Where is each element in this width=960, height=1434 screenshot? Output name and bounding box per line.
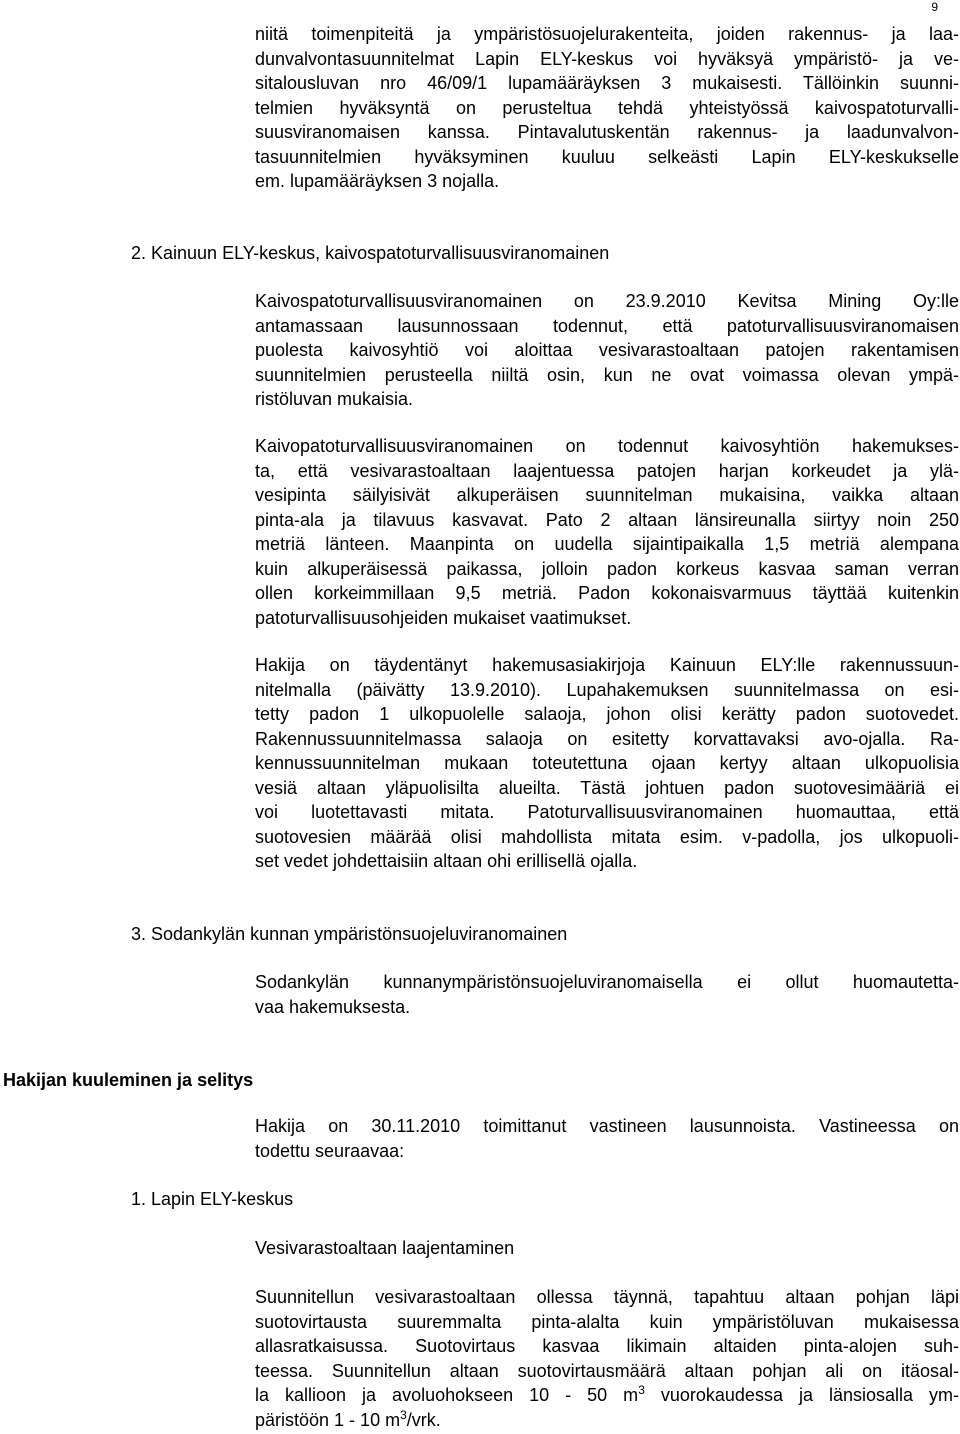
text-line: antamassaan lausunnossaan todennut, että patoturvallisuusviranomaisen — [255, 315, 959, 336]
text-line: vesiä altaan yläpuolisilta alueilta. Tästä johtuen padon suotovesimääriä ei — [255, 777, 959, 798]
section-2-paragraph-1 — [255, 289, 959, 412]
text-line: metriä länteen. Maanpinta on uudella sijaintipaikalla 1,5 metriä alempana — [255, 534, 959, 554]
text-line: Hakija on 30.11.2010 toimittanut vastineen lausunnoista. Vastineessa on — [255, 1116, 959, 1136]
text-line: Hakija on täydentänyt hakemusasiakirjoja Kainuun ELY:lle rakennussuun- — [255, 655, 959, 675]
page-number: 9 — [931, 0, 938, 14]
section-3-paragraph — [255, 970, 959, 1019]
text-line: todettu seuraavaa: — [255, 1140, 405, 1161]
superscript: 3 — [400, 1407, 407, 1422]
text-line-last — [255, 1408, 959, 1433]
text-line-m3 — [255, 1383, 959, 1408]
text-line: em. lupamääräyksen 3 nojalla. — [255, 171, 500, 191]
text-line: niitä toimenpiteitä ja ympäristösuojelurakenteita, joiden rakennus- ja laa- — [255, 24, 959, 44]
hearing-section-title: Hakijan kuuleminen ja selitys — [3, 1070, 254, 1090]
text-line: tasuunnitelmien hyväksyminen kuuluu selkeästi Lapin ELY-keskukselle — [255, 146, 959, 167]
hearing-paragraph — [255, 1285, 959, 1432]
text-line: kennussuunnitelman mukaan toteutettuna ojaan kertyy altaan ulkopuolisia — [255, 753, 959, 773]
text-line: sitalousluvan nro 46/09/1 lupamääräyksen 3 mukaisesti. Tällöinkin suunni- — [255, 73, 959, 93]
section-2-paragraph-2 — [255, 434, 959, 630]
superscript: 3 — [638, 1383, 645, 1397]
hearing-sub-label: 1. Lapin ELY-keskus — [131, 1189, 294, 1209]
text-line: ollen korkeimmillaan 9,5 metriä. Padon kokonaisvarmuus täyttää kuitenkin — [255, 583, 959, 603]
section-2-heading: 2. Kainuun ELY-keskus, kaivospatoturvallisuusviranomainen — [131, 243, 610, 263]
text-line: allasratkaisussa. Suotovirtaus kasvaa likimain altaiden pinta-alojen suh- — [255, 1336, 959, 1356]
text-line: teessa. Suunnitellun altaan suotovirtausmäärä altaan pohjan ali on itäosal- — [255, 1360, 959, 1381]
text-line: suotovesien määrää olisi mahdollista mitata esim. v-padolla, jos ulkopuoli- — [255, 826, 959, 847]
text-line: voi luotettavasti mitata. Patoturvallisuusviranomainen huomauttaa, että — [255, 802, 959, 822]
section-3-heading: 3. Sodankylän kunnan ympäristönsuojeluviranomainen — [131, 924, 568, 944]
text-line: Suunnitellun vesivarastoaltaan ollessa täynnä, tapahtuu altaan pohjan läpi — [255, 1287, 959, 1307]
text-line: dunvalvontasuunnitelmat Lapin ELY-keskus voi hyväksyä ympäristö- ja ve- — [255, 48, 959, 69]
text-line: Rakennussuunnitelmassa salaoja on esitetty korvattavaksi avo-ojalla. Ra- — [255, 728, 959, 749]
text-line: vesipinta säilyisivät alkuperäisen suunnitelman mukaisina, vaikka altaan — [255, 485, 959, 505]
hearing-subheading — [255, 1236, 959, 1261]
text-line: Kaivospatoturvallisuusviranomainen on 23.9.2010 Kevitsa Mining Oy:lle — [255, 291, 959, 311]
text-line: pinta-ala ja tilavuus kasvavat. Pato 2 altaan länsireunalla siirtyy noin 250 — [255, 509, 959, 530]
text-line: ta, että vesivarastoaltaan laajentuessa patojen harjan korkeudet ja ylä- — [255, 460, 959, 481]
text-line: kuin alkuperäisessä paikassa, jolloin padon korkeus kasvaa saman verran — [255, 558, 959, 579]
hearing-intro-paragraph — [255, 1114, 959, 1163]
text-line: ristöluvan mukaisia. — [255, 389, 414, 409]
intro-paragraph — [255, 22, 959, 194]
text-line: suotovirtausta suuremmalta pinta-alalta kuin ympäristöluvan mukaisessa — [255, 1311, 959, 1332]
text-line: set vedet johdettaisiin altaan ohi erillisellä ojalla. — [255, 851, 638, 871]
text-segment: päristöön 1 - 10 m — [255, 1409, 401, 1430]
text-line: nitelmalla (päivätty 13.9.2010). Lupahakemuksen suunnitelmassa on esi- — [255, 679, 959, 700]
section-2-paragraph-3 — [255, 653, 959, 874]
text-line: suunnitelmien perusteella niiltä osin, kun ne ovat voimassa olevan ympä- — [255, 364, 959, 385]
text-segment: la kallioon ja avoluohokseen 10 - 50 m — [255, 1385, 639, 1405]
text-line: vaa hakemuksesta. — [255, 996, 411, 1017]
text-line: Vesivarastoaltaan laajentaminen — [255, 1238, 515, 1258]
text-line: Sodankylän kunnanympäristönsuojeluviranomaisella ei ollut huomautetta- — [255, 972, 959, 992]
text-line: tetty padon 1 ulkopuolelle salaoja, johon olisi kerätty padon suotovedet. — [255, 704, 959, 724]
text-segment: vuorokaudessa ja länsiosalla ym- — [644, 1385, 959, 1405]
text-line: patoturvallisuusohjeiden mukaiset vaatimukset. — [255, 607, 632, 628]
text-line: telmien hyväksyntä on perusteltua tehdä yhteistyössä kaivospatoturvalli- — [255, 97, 959, 118]
text-line: puolesta kaivosyhtiö voi aloittaa vesivarastoaltaan patojen rakentamisen — [255, 340, 959, 360]
text-line: Kaivopatoturvallisuusviranomainen on todennut kaivosyhtiön hakemukses- — [255, 436, 959, 456]
text-segment: /vrk. — [406, 1409, 441, 1430]
text-line: suusviranomaisen kanssa. Pintavalutuskentän rakennus- ja laadunvalvon- — [255, 122, 959, 142]
